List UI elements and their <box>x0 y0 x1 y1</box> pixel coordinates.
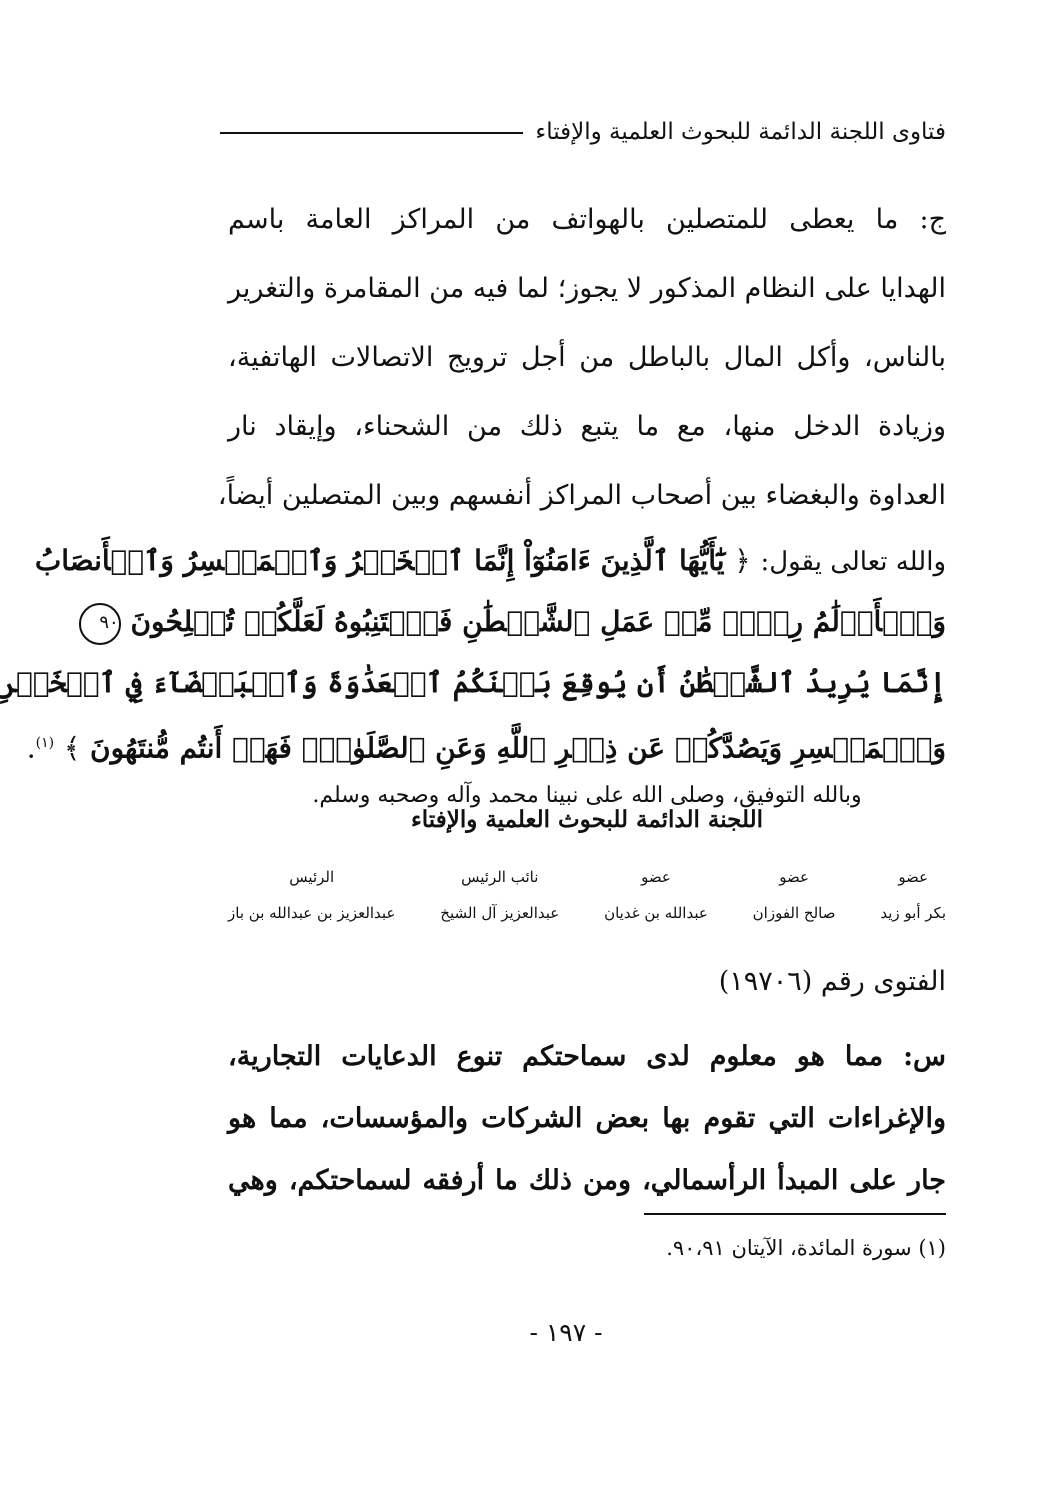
verse-intro: والله تعالى يقول: <box>760 547 946 577</box>
answer-line-5: العداوة والبغضاء بين أصحاب المراكز أنفسهم وبين المتصلين أيضاً، <box>217 480 946 511</box>
verse-line-2 <box>99 591 946 652</box>
ayah-number-marker: ٩٠ <box>79 603 121 645</box>
question-line-2: والإغراءات التي تقوم بها بعض الشركات والمؤسسات، مما هو <box>228 1103 946 1134</box>
answer-line-4: وزيادة الدخل منها، مع ما يتبع ذلك من الشحناء، وإيقاد نار <box>228 411 946 442</box>
verse-text-2: وَٱلۡأَزۡلَٰمُ رِجۡسٞ مِّنۡ عَمَلِ ٱلشَّيۡطَٰنِ فَٱجۡتَنِبُوهُ لَعَلَّكُمۡ تُفۡلِحُونَ <box>130 605 946 638</box>
signatory-name: بكر أبو زيد <box>880 904 946 922</box>
running-header <box>220 112 946 152</box>
verse-end-period: . <box>26 731 36 765</box>
question-line-1: س: مما هو معلوم لدى سماحتكم تنوع الدعايات التجارية، <box>228 1041 946 1072</box>
verse-line-1 <box>34 530 946 591</box>
signatory <box>228 866 395 924</box>
signatory-name: صالح الفوزان <box>752 904 836 922</box>
answer-line-3: بالناس، وأكل المال بالباطل من أجل ترويج الاتصالات الهاتفية، <box>228 342 946 373</box>
signatory-name: عبدالله بن غديان <box>604 904 708 922</box>
page-number: - ١٩٧ - <box>529 1318 603 1347</box>
verse-text-3: إِنَّمَا يُرِيدُ ٱلشَّيۡطَٰنُ أَن يُوقِعَ بَيۡنَكُمُ ٱلۡعَدَٰوَةَ وَٱلۡبَغۡضَآءَ فِي ٱلۡخَمۡرِ <box>0 666 946 699</box>
signatory-role: الرئيس <box>289 868 335 886</box>
signatory-role: نائب الرئيس <box>461 868 539 886</box>
running-title: فتاوى اللجنة الدائمة للبحوث العلمية والإفتاء <box>535 119 946 145</box>
fatwa-number: الفتوى رقم (١٩٧٠٦) <box>718 966 946 997</box>
question-block <box>228 1026 946 1212</box>
answer-block <box>0 185 946 818</box>
signatory <box>880 866 946 924</box>
signatory <box>753 866 836 924</box>
signatory-role: عضو <box>641 868 671 886</box>
verse-open-bracket: ﴿ <box>734 544 751 577</box>
committee-title: اللجنة الدائمة للبحوث العلمية والإفتاء <box>410 806 764 833</box>
verse-line-3 <box>0 652 946 713</box>
header-rule <box>220 132 523 134</box>
answer-line-2: الهدايا على النظام المذكور لا يجوز؛ لما فيه من المقامرة والتغرير <box>228 273 946 304</box>
footnote: (١) سورة المائدة، الآيتان ٩٠،٩١. <box>666 1236 946 1260</box>
signatory <box>604 866 708 924</box>
verse-text-1: يَٰٓأَيُّهَا ٱلَّذِينَ ءَامَنُوٓاْ إِنَّمَا ٱلۡخَمۡرُ وَٱلۡمَيۡسِرُ وَٱلۡأَنصَابُ <box>34 544 725 577</box>
signatory-name: عبدالعزيز بن عبدالله بن باز <box>228 904 396 922</box>
question-line-3: جار على المبدأ الرأسمالي، ومن ذلك ما أرفقه لسماحتكم، وهي <box>228 1165 946 1196</box>
verse-close-bracket: ﴾ <box>63 731 81 765</box>
signatories-table <box>228 866 946 924</box>
signatory-role: عضو <box>779 868 809 886</box>
signatory-role: عضو <box>898 868 929 886</box>
footnote-rule <box>644 1213 946 1215</box>
verse-line-4 <box>26 713 946 774</box>
signatory-name: عبدالعزيز آل الشيخ <box>440 904 560 922</box>
closing-line: وبالله التوفيق، وصلى الله على نبينا محمد وآله وصحبه وسلم. <box>312 783 862 808</box>
signatory <box>440 866 559 924</box>
answer-line-1: ج: ما يعطى للمتصلين بالهواتف من المراكز العامة باسم <box>228 204 946 235</box>
footnote-reference: (١) <box>35 735 55 751</box>
verse-text-4: وَٱلۡمَيۡسِرِ وَيَصُدَّكُمۡ عَن ذِكۡرِ ٱللَّهِ وَعَنِ ٱلصَّلَوٰةِۖ فَهَلۡ أَنتُم مُّنتَهُونَ <box>90 731 946 765</box>
